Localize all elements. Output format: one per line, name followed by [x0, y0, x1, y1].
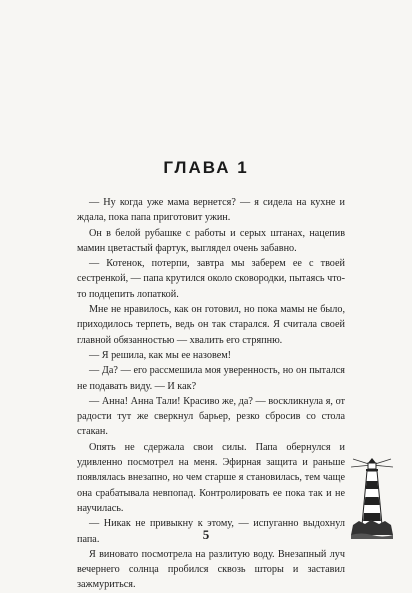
- paragraph: — Я решила, как мы ее назовем!: [89, 349, 232, 361]
- lighthouse-icon: [349, 455, 395, 541]
- paragraph: Он в белой рубашке с работы и серых штанах, нацепив мамин цветастый фартук, выглядел очень забавно.: [77, 227, 345, 254]
- paragraph: — Ну когда уже мама вернется? — я сидела на кухне и ждала, пока папа приготовит ужин.: [77, 197, 345, 224]
- paragraph: — Да? — его рассмешила моя уверенность, но он пытался не подавать виду. — И как?: [77, 365, 345, 392]
- paragraph: — Анна! Анна Тали! Красиво же, да? — воскликнула я, от радости тут же сверкнул барьер, резко сбросив со стола стакан.: [77, 395, 345, 438]
- paragraph: Я виновато посмотрела на разлитую воду. Внезапный луч вечернего солнца пробился сквозь шторы и заставил зажмуриться.: [77, 548, 345, 591]
- paragraph: Опять не сдержала свои силы. Папа обернулся и удивленно посмотрел на меня. Эфирная защита и раньше появлялась внезапно, но чем старше я становилась, тем чаще она срабатывала невпопад. Контролировать ее пока так и не научилась.: [77, 441, 345, 514]
- paragraph: — Никак не привыкну к этому, — испуганно выдохнул папа.: [77, 518, 345, 545]
- chapter-title: ГЛАВА 1: [163, 158, 249, 177]
- paragraph: Мне не нравилось, как он готовил, но пока мамы не было, приходилось терпеть, ведь он так старался. Я считала своей главной обязанностью — хвалить его стряпню.: [77, 304, 345, 346]
- paragraph: — Котенок, потерпи, завтра мы заберем ее с твоей сестренкой, — папа крутился около сковородки, пытаясь что-то подцепить лопаткой.: [77, 258, 345, 300]
- page-number: 5: [202, 527, 210, 542]
